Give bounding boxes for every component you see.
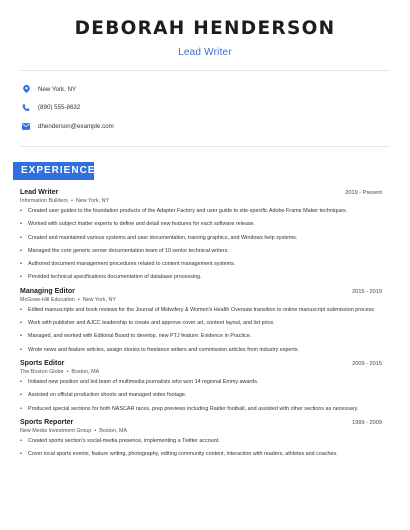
email-icon [22,122,30,130]
job-company-line [20,297,382,303]
job-location: Boston, MA [99,427,128,434]
job-bullet: • Managed the core generic server documentation team of 10 senior technical writers. [20,248,382,256]
job-dates: 2019 - Present [345,190,382,196]
experience-list [20,189,382,464]
job-bullet: • Initiated new position and led team of multimedia journalists who won 14 regional Emmy awards. [20,379,382,387]
job-bullets [20,208,382,282]
section-title-experience: EXPERIENCE [13,162,94,180]
separator-dot: • [94,427,97,434]
location-pin-icon [22,85,30,93]
job-header [20,419,382,426]
job-company-line [20,198,382,204]
job-dates: 2009 - 2015 [352,360,382,367]
job-title: Sports Editor [20,359,65,367]
email-text: dhenderson@example.com [38,122,114,130]
job-dates: 2015 - 2019 [352,288,382,295]
job-bullet: • Assisted on official production shoots and managed video footage. [20,392,382,400]
job-bullet: • Edited manuscripts and book reviews for the Journal of Midwifery & Women's Health Oversaw transition to online manuscript submission process [20,307,382,315]
job-company: New Media Investment Group [20,427,92,434]
job-entry [20,360,382,413]
candidate-name: DEBORAH HENDERSON [74,18,336,39]
job-bullets [20,438,382,459]
job-location: New York, NY [82,296,116,303]
separator-dot: • [77,296,80,303]
job-bullet: • Work with publisher and AJCC leadership to create and approve cover art, content layout, and list price. [20,320,382,328]
job-entry [20,288,382,355]
job-bullets [20,379,382,413]
job-bullet: • Created user guides to the foundation products of the Adapter Factory and user guide to site-specific Adobe Frame Maker techniques. [20,208,382,216]
job-company-line [20,369,382,375]
contact-email [22,117,114,136]
job-bullet: • Managed, and worked with Editorial Board to develop, new PTJ feature: Evidence in Practice. [20,333,382,341]
phone-icon [22,104,30,112]
location-text: New York, NY [38,85,77,93]
job-bullet: • Created sports section's social-media presence, implementing a Twitter account. [20,438,382,446]
job-dates: 1999 - 2009 [352,419,382,426]
job-header [20,288,382,295]
job-company: The Boston Globe [20,368,64,375]
phone-text: (890) 555-8632 [38,104,81,112]
job-company: Information Builders [20,198,68,204]
divider [20,146,390,147]
job-bullet: • Produced special sections for both NASCAR races, prep previews including Raider football, and assisted with other sections as necessary. [20,406,382,414]
job-bullet: • Created and maintained various systems and user documentation, training graphics, and Windows help systems. [20,235,382,243]
job-entry [20,189,382,282]
job-company-line [20,428,382,434]
job-title: Sports Reporter [20,418,74,426]
divider [20,70,390,71]
separator-dot: • [70,198,73,204]
job-title: Lead Writer [20,189,59,196]
job-location: Boston, MA [71,368,100,375]
contact-phone [22,99,114,118]
resume-header [0,0,410,58]
job-bullet: • Worked with subject matter experts to define and detail new features for each software release. [20,221,382,229]
job-header [20,360,382,367]
job-location: New York, NY [75,198,110,204]
job-bullet: • Authored document management procedures related to content management systems. [20,261,382,269]
job-header [20,189,382,196]
job-bullets [20,307,382,355]
job-bullet: • Wrote news and feature articles, assign stories to freelance writers and commission articles from industry experts. [20,347,382,355]
job-bullet: • Cover local sports events, feature writing, photography, editing community content, interaction with readers, athletes and coaches. [20,451,382,459]
job-entry [20,419,382,459]
contact-block [22,80,114,136]
job-company: McGraw-Hill Education [20,296,75,303]
job-title: Managing Editor [20,287,75,295]
candidate-role: Lead Writer [178,47,232,58]
contact-location [22,80,114,99]
job-bullet: • Provided technical specifications documentation of database processing. [20,274,382,282]
separator-dot: • [66,368,69,375]
